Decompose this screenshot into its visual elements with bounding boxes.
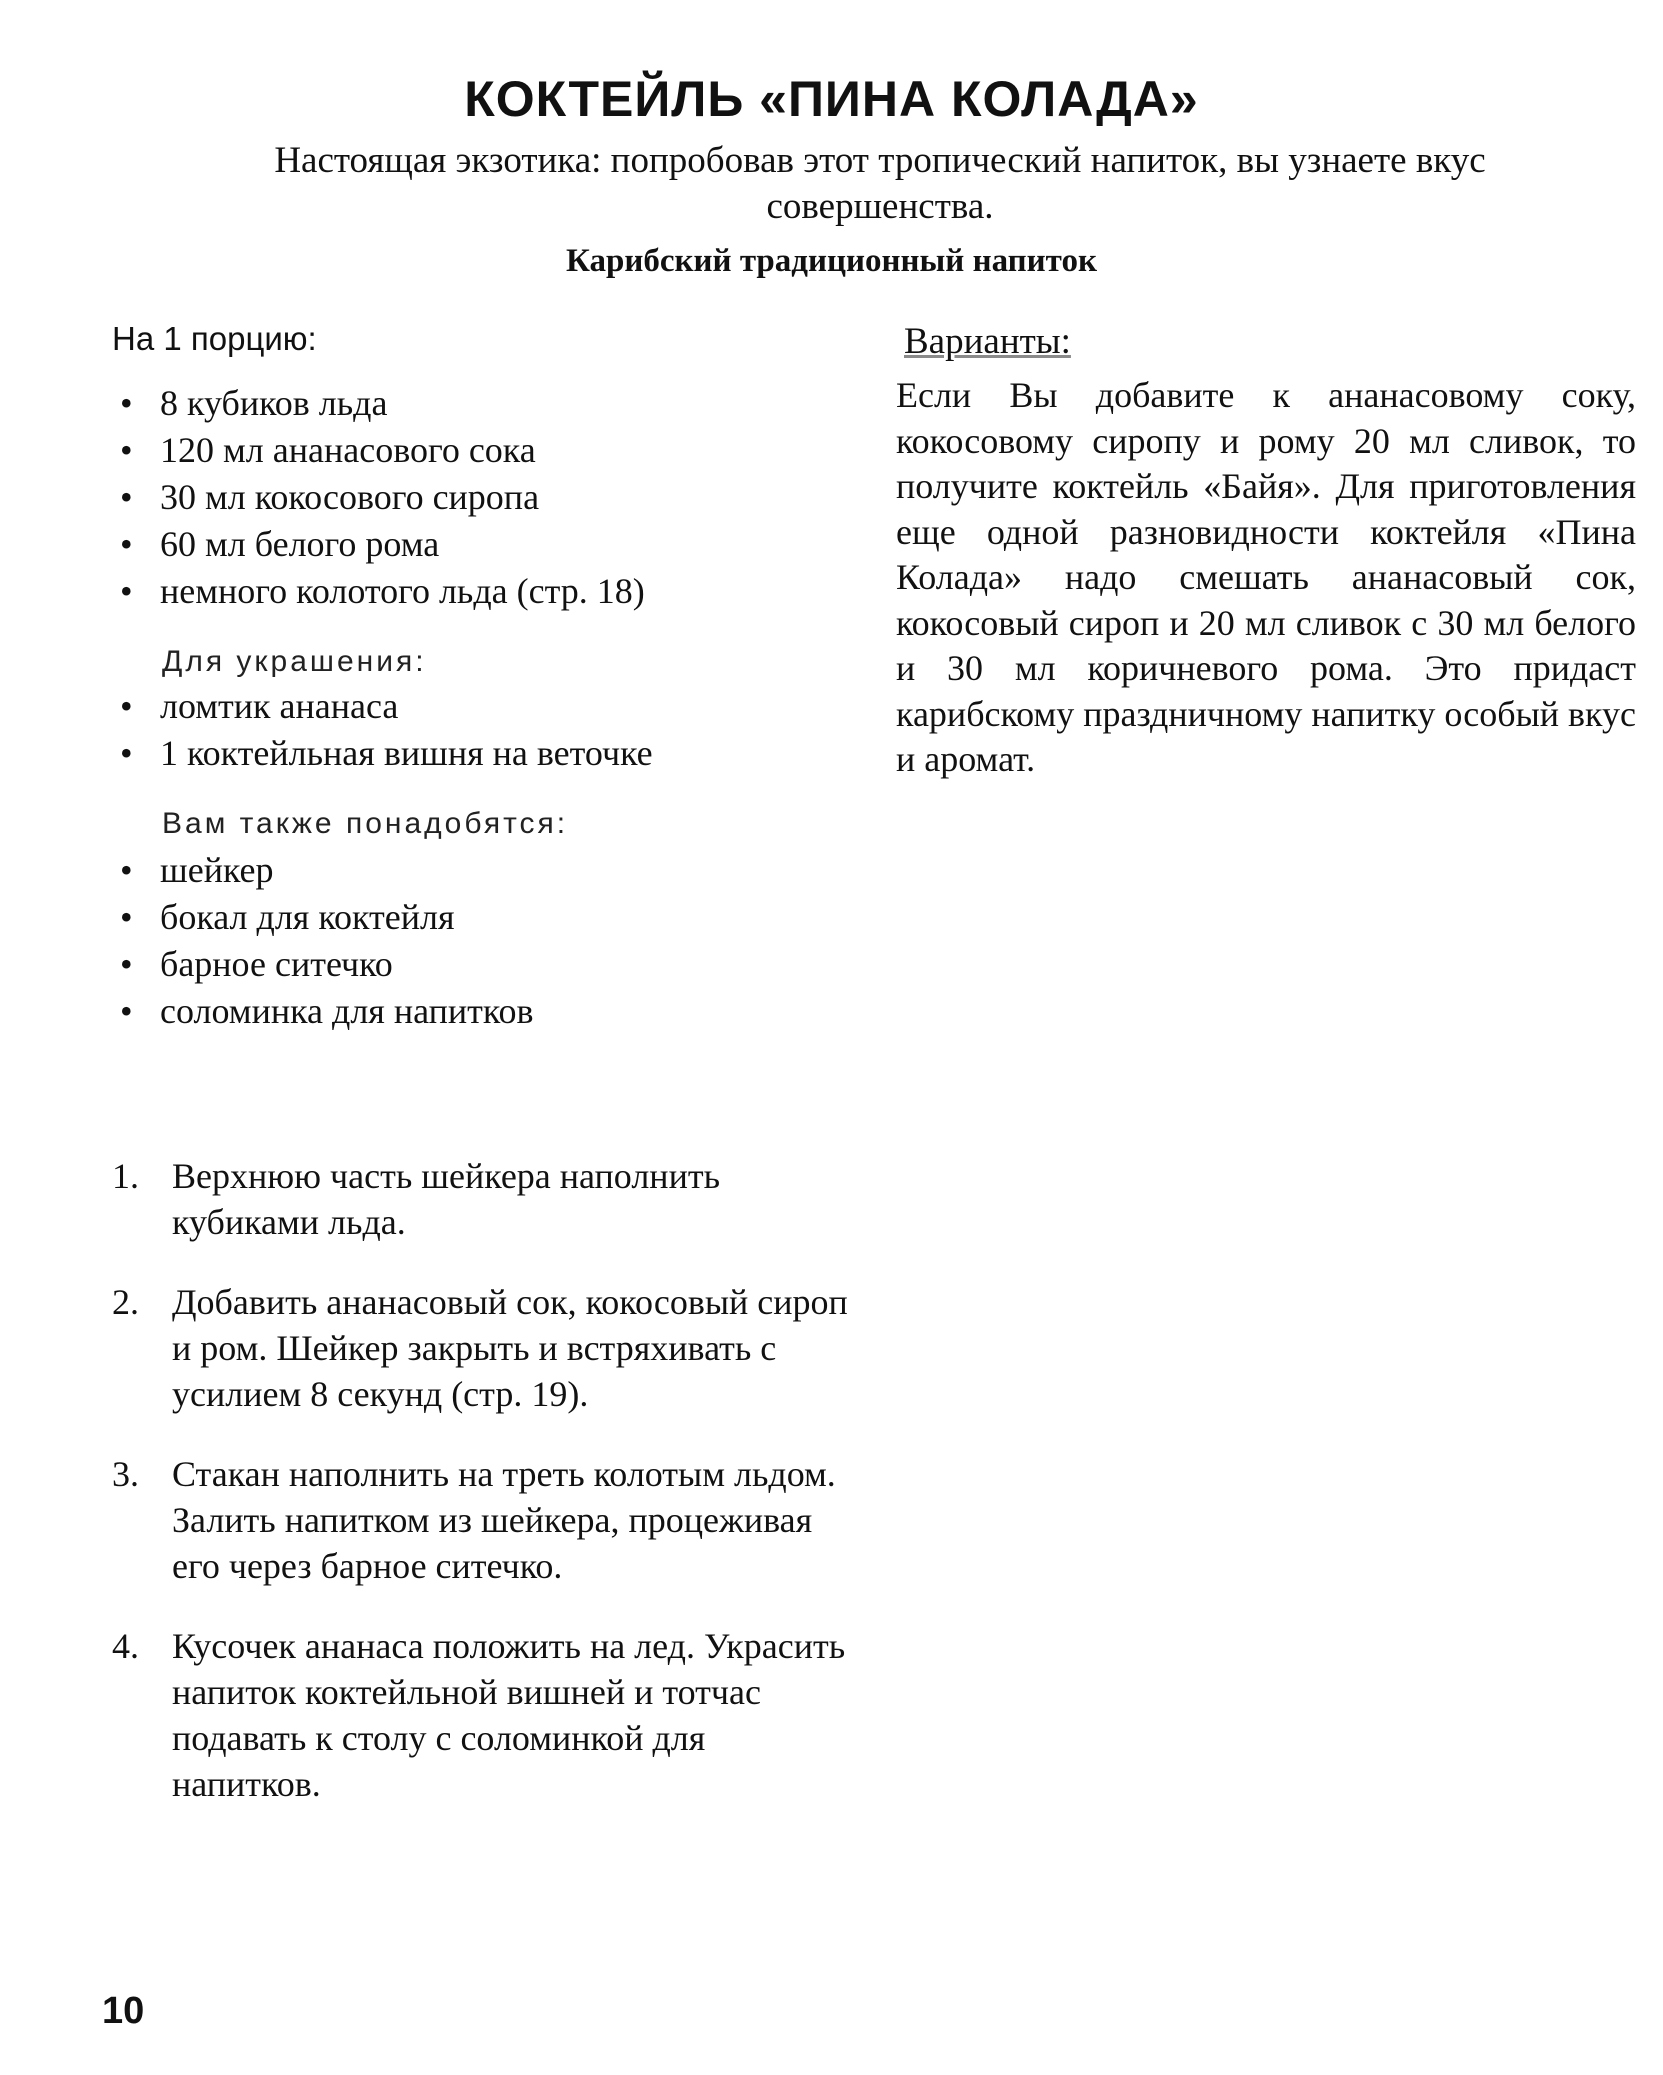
step-item — [112, 1153, 852, 1245]
steps-list — [112, 1153, 852, 1807]
variants-label: Варианты: — [904, 321, 1071, 362]
list-item: • шейкер — [112, 847, 872, 894]
list-item: • 60 мл белого рома — [112, 521, 872, 568]
right-column — [896, 320, 1636, 783]
ingredients-list — [112, 380, 872, 615]
variants-text: Если Вы добавите к ананасовому соку, кокосовому сиропу и рому 20 мл сливок, то получите коктейль «Байя». Для приготовления еще одной разновидности коктейля «Пина Колада» надо смешать ананасовый сок, кокосовый сироп и 20 мл сливок с 30 мл белого и 30 мл коричневого рома. Это придаст карибскому праздничному напитку особый вкус и аромат. — [896, 375, 1636, 779]
step-number: 1. — [112, 1156, 139, 1196]
list-item: • немного колотого льда (стр. 18) — [112, 568, 872, 615]
step-number: 2. — [112, 1282, 139, 1322]
list-item: • 30 мл кокосового сиропа — [112, 474, 872, 521]
step-number: 4. — [112, 1626, 139, 1666]
list-item: • барное ситечко — [112, 941, 872, 988]
list-item: • соломинка для напитков — [112, 988, 872, 1035]
step-number: 3. — [112, 1454, 139, 1494]
servings-label: На 1 порцию: — [112, 320, 317, 357]
list-item: • бокал для коктейля — [112, 894, 872, 941]
tools-label: Вам также понадобятся: — [162, 807, 569, 840]
tagline: Карибский традиционный напиток — [566, 243, 1097, 279]
list-item: • 1 коктейльная вишня на веточке — [112, 730, 872, 777]
step-item — [112, 1279, 852, 1417]
list-item: • 120 мл ананасового сока — [112, 427, 872, 474]
tools-list — [112, 847, 872, 1035]
step-text: Кусочек ананаса положить на лед. Украсить напиток коктейльной вишней и тотчас подавать к столу с соломинкой для напитков. — [172, 1626, 846, 1804]
step-item — [112, 1623, 852, 1807]
list-item: • ломтик ананаса — [112, 683, 872, 730]
subtitle: Настоящая экзотика: попробовав этот тропический напиток, вы узнаете вкус совершенства. — [274, 140, 1486, 227]
step-text: Верхнюю часть шейкера наполнить кубиками льда. — [172, 1156, 720, 1242]
step-text: Стакан наполнить на треть колотым льдом. Залить напитком из шейкера, процеживая его через барное ситечко. — [172, 1454, 836, 1586]
page-number: 10 — [102, 1990, 145, 2032]
step-text: Добавить ананасовый сок, кокосовый сироп и ром. Шейкер закрыть и встряхивать с усилием 8 секунд (стр. 19). — [172, 1282, 848, 1414]
garnish-label: Для украшения: — [162, 645, 427, 678]
list-item: • 8 кубиков льда — [112, 380, 872, 427]
step-item — [112, 1451, 852, 1589]
page-title: КОКТЕЙЛЬ «ПИНА КОЛАДА» — [464, 71, 1199, 127]
left-column — [112, 320, 872, 1841]
garnish-list — [112, 683, 872, 777]
